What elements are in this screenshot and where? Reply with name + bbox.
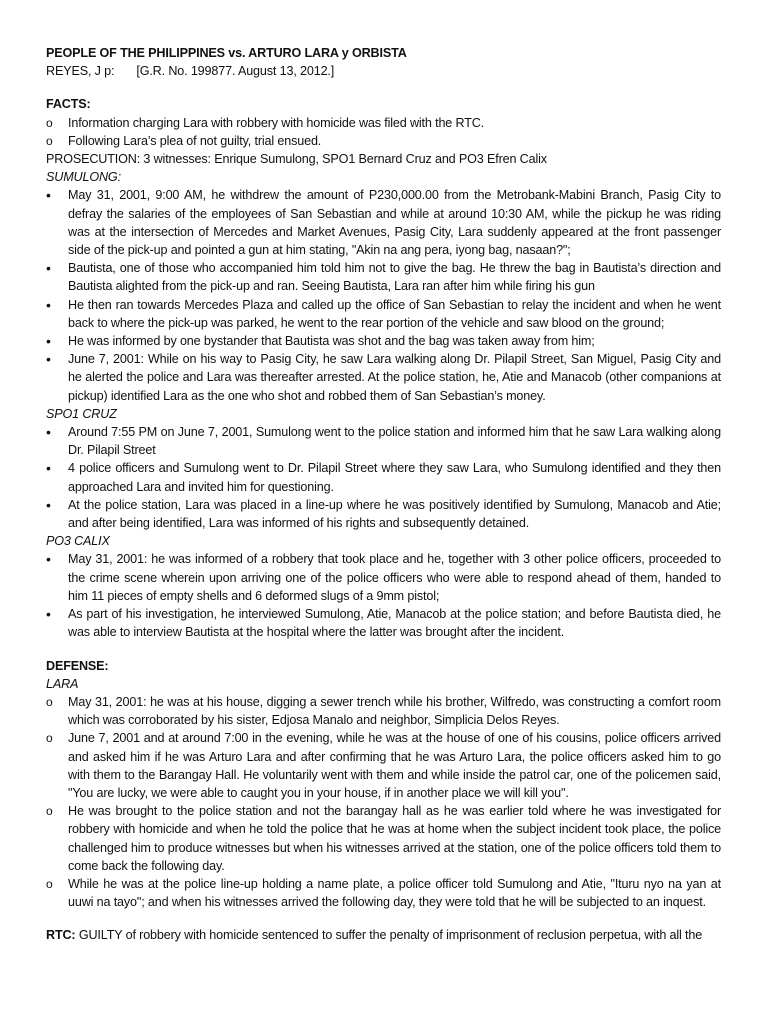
witness-label-calix: PO3 CALIX (46, 534, 110, 549)
rtc-paragraph (46, 926, 721, 944)
list-item: • At the police station, Lara was placed in a line-up where he was positively identified by Sumulong, Manacob and Atie; and after being identified, Lara was informed of his rights and subsequently detained. (46, 496, 721, 531)
list-item: • He was informed by one bystander that Bautista was shot and the bag was taken away from him; (46, 333, 595, 350)
list-item: • Around 7:55 PM on June 7, 2001, Sumulong went to the police station and informed him that he saw Lara walking along Dr. Pilapil Street (46, 424, 721, 458)
solid-bullet-icon: • (46, 460, 51, 477)
list-item: o May 31, 2001: he was at his house, digging a sewer trench while his brother, Wilfredo, was constructing a comfort room which was corroborated by his sister, Edjosa Manalo and neighbor, Simplicia Delos Reyes. (46, 694, 721, 728)
list-item: o June 7, 2001 and at around 7:00 in the evening, while he was at the house of one of his cousins, police officers arrived and asked him if he was Arturo Lara and after confirming that he was Arturo Lara, the police officers asked him to go with them to the Barangay Hall. He voluntarily went with them and while inside the patrol car, one of the policemen said, "You are lucky, we were able to caught you in your house, if in another place we will kill you". (46, 731, 721, 800)
case-title: PEOPLE OF THE PHILIPPINES vs. ARTURO LARA y ORBISTA (46, 46, 407, 60)
ponente: REYES, J p: (46, 64, 115, 79)
lara-list (46, 693, 721, 911)
list-item: o Information charging Lara with robbery with homicide was filed with the RTC. (46, 114, 721, 132)
solid-bullet-icon: • (46, 496, 51, 513)
list-item: o Following Lara’s plea of not guilty, trial ensued. (46, 132, 721, 150)
witness-label-lara: LARA (46, 676, 79, 691)
facts-list (46, 114, 721, 150)
solid-bullet-icon: • (46, 551, 51, 568)
calix-list (46, 550, 721, 641)
cruz-list (46, 423, 721, 532)
list-item: • As part of his investigation, he interviewed Sumulong, Atie, Manacob at the police station; and before Bautista died, he was able to interview Bautista at the hospital where the latter was brought after the incident. (46, 606, 721, 640)
list-item: o While he was at the police line-up holding a name plate, a police officer told Sumulong and Atie, "Ituru nyo na yan at uuwi na tayo"; and when his witnesses arrived the following day, they were told that he will be subjected to an inquest. (46, 876, 721, 910)
witness-label-sumulong: SUMULONG: (46, 170, 121, 185)
solid-bullet-icon: • (46, 260, 51, 277)
case-number: [G.R. No. 199877. August 13, 2012.] (136, 64, 335, 79)
hollow-bullet-icon: o (46, 731, 53, 746)
rtc-text: GUILTY of robbery with homicide sentenced to suffer the penalty of imprisonment of reclusion perpetua, with all the (75, 928, 703, 943)
solid-bullet-icon: • (46, 333, 51, 350)
solid-bullet-icon: • (46, 351, 51, 368)
list-item: • May 31, 2001: he was informed of a robbery that took place and he, together with 3 other police officers, proceeded to the crime scene wherein upon arriving one of the police officers who were able to respond ahead of them, handed to him 11 pieces of empty shells and 6 deformed slugs of a 9mm pistol; (46, 551, 721, 603)
list-item: • June 7, 2001: While on his way to Pasig City, he saw Lara walking along Dr. Pilapil Street, San Miguel, Pasig City and he alerted the police and Lara was thereafter arrested. At the police station, he, Atie and Manacob (other companions at pickup) identified Lara as the one who shot and robbed them of San Sebastian’s money. (46, 351, 721, 403)
facts-heading: FACTS: (46, 97, 91, 112)
list-item: • 4 police officers and Sumulong went to Dr. Pilapil Street where they saw Lara, who Sumulong identified and they then approached Lara and invited him for questioning. (46, 460, 721, 494)
sumulong-list (46, 186, 721, 404)
citation-line (46, 62, 721, 80)
list-item: • He then ran towards Mercedes Plaza and called up the office of San Sebastian to relay the incident and when he went back to where the pick-up was parked, he went to the rear portion of the vehicle and saw blood on the ground; (46, 296, 721, 330)
defense-heading: DEFENSE: (46, 658, 109, 673)
solid-bullet-icon: • (46, 296, 51, 313)
solid-bullet-icon: • (46, 187, 51, 204)
solid-bullet-icon: • (46, 606, 51, 623)
hollow-bullet-icon: o (46, 694, 53, 709)
prosecution-summary: PROSECUTION: 3 witnesses: Enrique Sumulong, SPO1 Bernard Cruz and PO3 Efren Calix (46, 152, 547, 167)
hollow-bullet-icon: o (46, 876, 53, 891)
hollow-bullet-icon: o (46, 133, 53, 148)
rtc-label: RTC: (46, 928, 76, 943)
list-item: o He was brought to the police station and not the barangay hall as he was earlier told where he was investigated for robbery with homicide and when he told the police that he was at home when the subject incident took place, the police challenged him to produce witnesses but when his witnesses arrived at the station, one of the police officers told them to come back the following day. (46, 804, 721, 873)
hollow-bullet-icon: o (46, 804, 53, 819)
list-item: • May 31, 2001, 9:00 AM, he withdrew the amount of P230,000.00 from the Metrobank-Mabini Branch, Pasig City to defray the salaries of the employees of San Sebastian and while at around 10:30 AM, while the pickup he was riding was at the intersection of Mercedes and Market Avenues, Pasig City, Lara suddenly appeared at the front passenger side of the pick-up and pointed a gun at him stating, "Akin na ang pera, iyong bag, nasaan?"; (46, 187, 721, 258)
witness-label-cruz: SPO1 CRUZ (46, 406, 117, 421)
hollow-bullet-icon: o (46, 115, 53, 130)
solid-bullet-icon: • (46, 424, 51, 441)
list-item: • Bautista, one of those who accompanied him told him not to give the bag. He threw the bag in Bautista’s direction and Bautista alighted from the pick-up and ran. Seeing Bautista, Lara ran after him while firing his gun (46, 260, 721, 294)
